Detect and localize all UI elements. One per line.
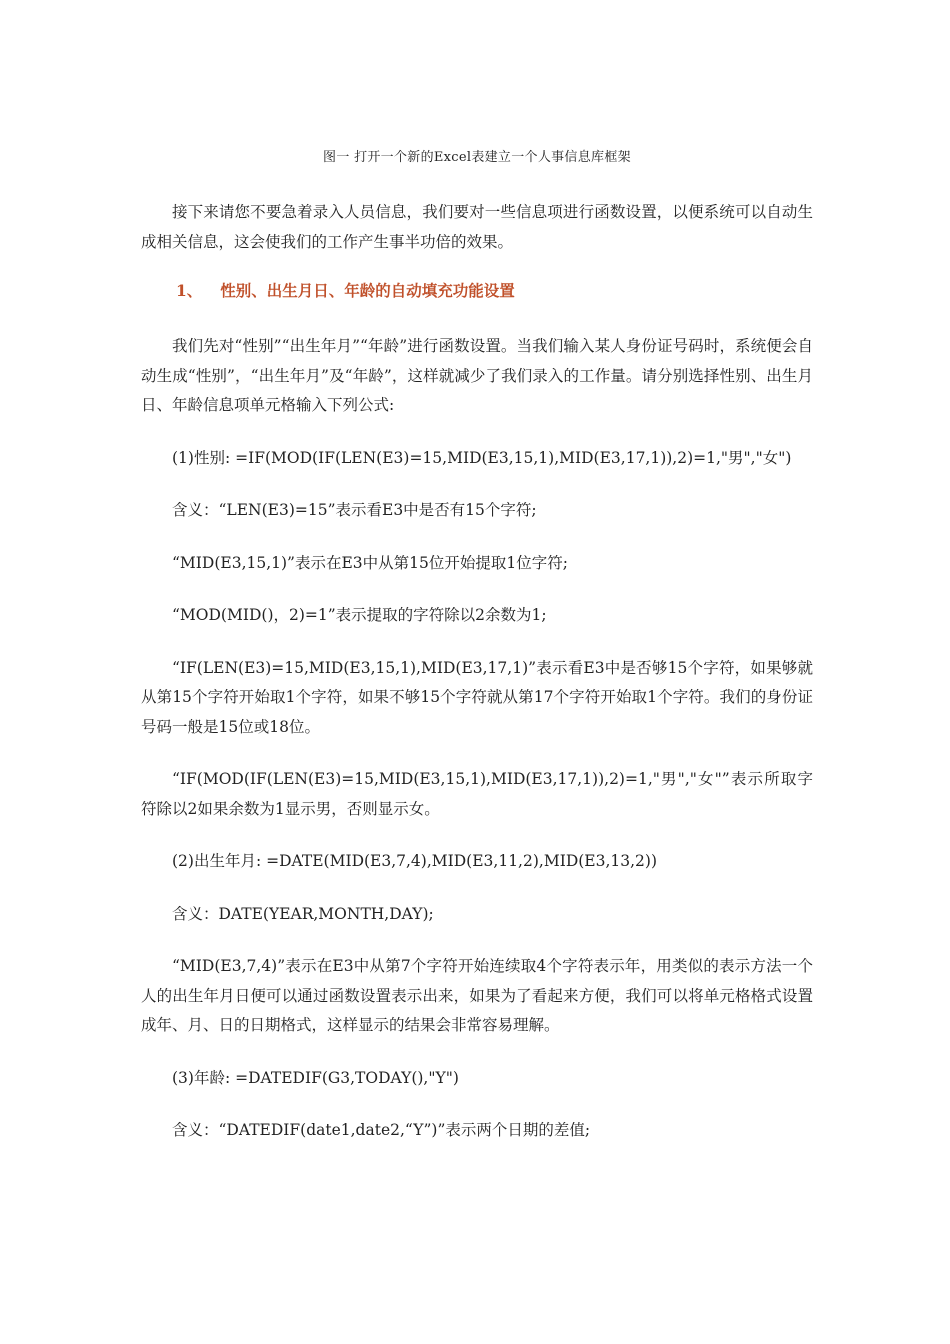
intro-paragraph: 接下来请您不要急着录入人员信息，我们要对一些信息项进行函数设置，以便系统可以自动生成相关信息，这会使我们的工作产生事半功倍的效果。 (141, 203, 813, 251)
gender-meaning-2: “MID(E3,15,1)”表示在E3中从第15位开始提取1位字符; (172, 553, 568, 572)
gender-meaning-5: “IF(MOD(IF(LEN(E3)=15,MID(E3,15,1),MID(E3,17,1)),2)=1,"男","女"”表示所取字符除以2如果余数为1显示男，否则显示女。 (141, 770, 813, 818)
gender-formula: =IF(MOD(IF(LEN(E3)=15,MID(E3,15,1),MID(E3,17,1)),2)=1,"男","女") (235, 448, 792, 467)
birth-label: (2)出生年月: (172, 852, 267, 870)
birth-meaning-2: “MID(E3,7,4)”表示在E3中从第7个字符开始连续取4个字符表示年，用类似的表示方法一个人的出生年月日便可以通过函数设置表示出来，如果为了看起来方便，我们可以将单元格格式设置成年、月、日的日期格式，这样显示的结果会非常容易理解。 (141, 957, 813, 1034)
age-formula: =DATEDIF(G3,TODAY(),"Y") (235, 1068, 459, 1087)
age-meaning-1: 含义：“DATEDIF(date1,date2,“Y”)”表示两个日期的差值; (172, 1121, 591, 1139)
gender-formula-line (141, 444, 813, 474)
document-body (141, 148, 813, 1169)
birth-formula-line (141, 847, 813, 877)
section-heading (141, 280, 813, 302)
gender-label: (1)性别: (172, 448, 236, 467)
gender-meaning-4: “IF(LEN(E3)=15,MID(E3,15,1),MID(E3,17,1)”表示看E3中是否够15个字符，如果够就从第15个字符开始取1个字符，如果不够15个字符就从第17个字符开始取1个字符。我们的身份证号码一般是15位或18位。 (141, 658, 813, 736)
age-formula-line (141, 1064, 813, 1094)
gender-meaning-1: 含义：“LEN(E3)=15”表示看E3中是否有15个字符; (172, 501, 537, 519)
birth-formula: =DATE(MID(E3,7,4),MID(E3,11,2),MID(E3,13,2)) (266, 852, 657, 870)
age-label: (3)年龄: (172, 1068, 236, 1087)
gender-meaning-3: “MOD(MID()，2)=1”表示提取的字符除以2余数为1; (172, 606, 547, 624)
section-number: 1、 (176, 281, 203, 300)
birth-meaning-1: 含义：DATE(YEAR,MONTH,DAY); (172, 904, 434, 923)
figure-caption: 图一 打开一个新的Excel表建立一个人事信息库框架 (323, 150, 631, 165)
setup-paragraph: 我们先对“性别”“出生年月”“年龄”进行函数设置。当我们输入某人身份证号码时，系统便会自动生成“性别”，“出生年月”及“年龄”，这样就减少了我们录入的工作量。请分别选择性别、出生月日、年龄信息项单元格输入下列公式: (141, 337, 813, 414)
section-title: 性别、出生月日、年龄的自动填充功能设置 (220, 281, 515, 300)
